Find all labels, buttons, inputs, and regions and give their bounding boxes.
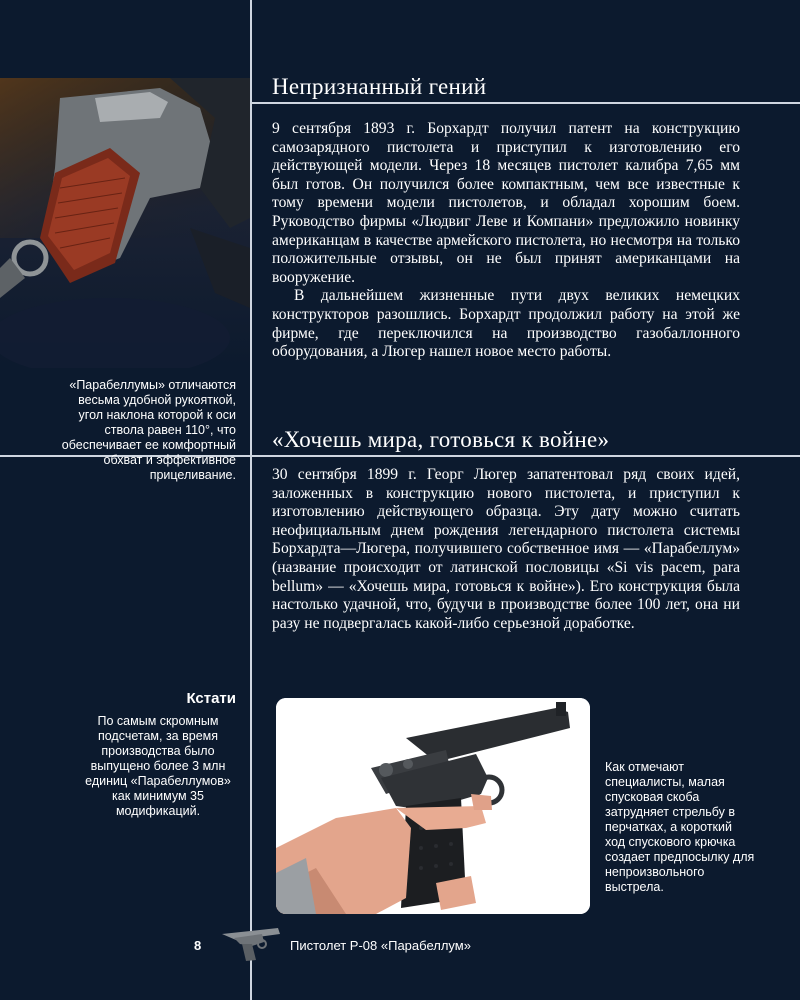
kstati-title: Кстати: [186, 690, 236, 707]
section-heading-peace-war: «Хочешь мира, готовься к войне»: [272, 427, 610, 452]
hand-pistol-photo: [276, 698, 590, 914]
grip-caption: «Парабеллумы» отличаются весьма удобной рукояткой, угол наклона которой к оси ствола равен 110°, что обеспечивает ее комфортный обхват и эффективное прицеливание.: [61, 378, 236, 482]
page-number: 8: [194, 938, 202, 953]
section2-body: [272, 466, 740, 633]
section1-paragraph: 9 сентября 1893 г. Борхардт получил патент на конструкцию самозарядного пистолета и приступил к изготовлению его действующей модели. Через 18 месяцев пистолет калибра 7,65 мм был готов. Он получился более компактным, чем все известные к тому времени модели пистолетов, и обладал хорошим боем. Руководство фирмы «Людвиг Леве и Компани» предложило новинку американцам в качестве армейского пистолета, но несмотря на только положительные отзывы, он не был принят американцами на вооружение.: [272, 120, 740, 286]
kstati-text: По самым скромным подсчетам, за время производства было выпущено более 3 млн единиц «Парабеллумов» как минимум 35 модификаций.: [85, 714, 231, 818]
vertical-rule: [250, 0, 252, 1000]
section-heading-unrecognized-genius: Непризнанный гений: [272, 74, 487, 99]
hand-with-pistol-icon: [276, 698, 590, 914]
footer-pistol-icon: [218, 924, 284, 962]
pistol-closeup-icon: [0, 78, 250, 368]
top-divider: [250, 102, 800, 104]
book-title: Пистолет Р-08 «Парабеллум»: [290, 938, 471, 953]
section1-body: [272, 120, 740, 362]
section1-paragraph: В дальнейшем жизненные пути двух великих немецких конструкторов разошлись. Борхардт продолжил работу на этой же фирме, где переключился на производство газобаллонного оборудования, а Люгер нашел новое место работы.: [272, 287, 740, 361]
section2-paragraph: 30 сентября 1899 г. Георг Люгер запатентовал ряд своих идей, заложенных в конструкцию нового пистолета, и приступил к изготовлению действующего образца. Эту дату можно считать неофициальным днем рождения легендарного пистолета системы Борхардта—Люгера, получившего собственное имя — «Парабеллум» (название происходит от латинской пословицы «Si vis pacem, para bellum» — «Хочешь мира, готовься к войне»). Его конструкция была настолько удачной, что, будучи в производстве более 100 лет, она ни разу не подвергалась какой-либо серьезной доработке.: [272, 466, 740, 632]
pistol-photo-top: [0, 78, 250, 368]
trigger-caption: Как отмечают специалисты, малая спусковая скоба затрудняет стрельбу в перчатках, а короткий ход спускового крючка создает предпосылку для непроизвольного выстрела.: [605, 760, 755, 894]
